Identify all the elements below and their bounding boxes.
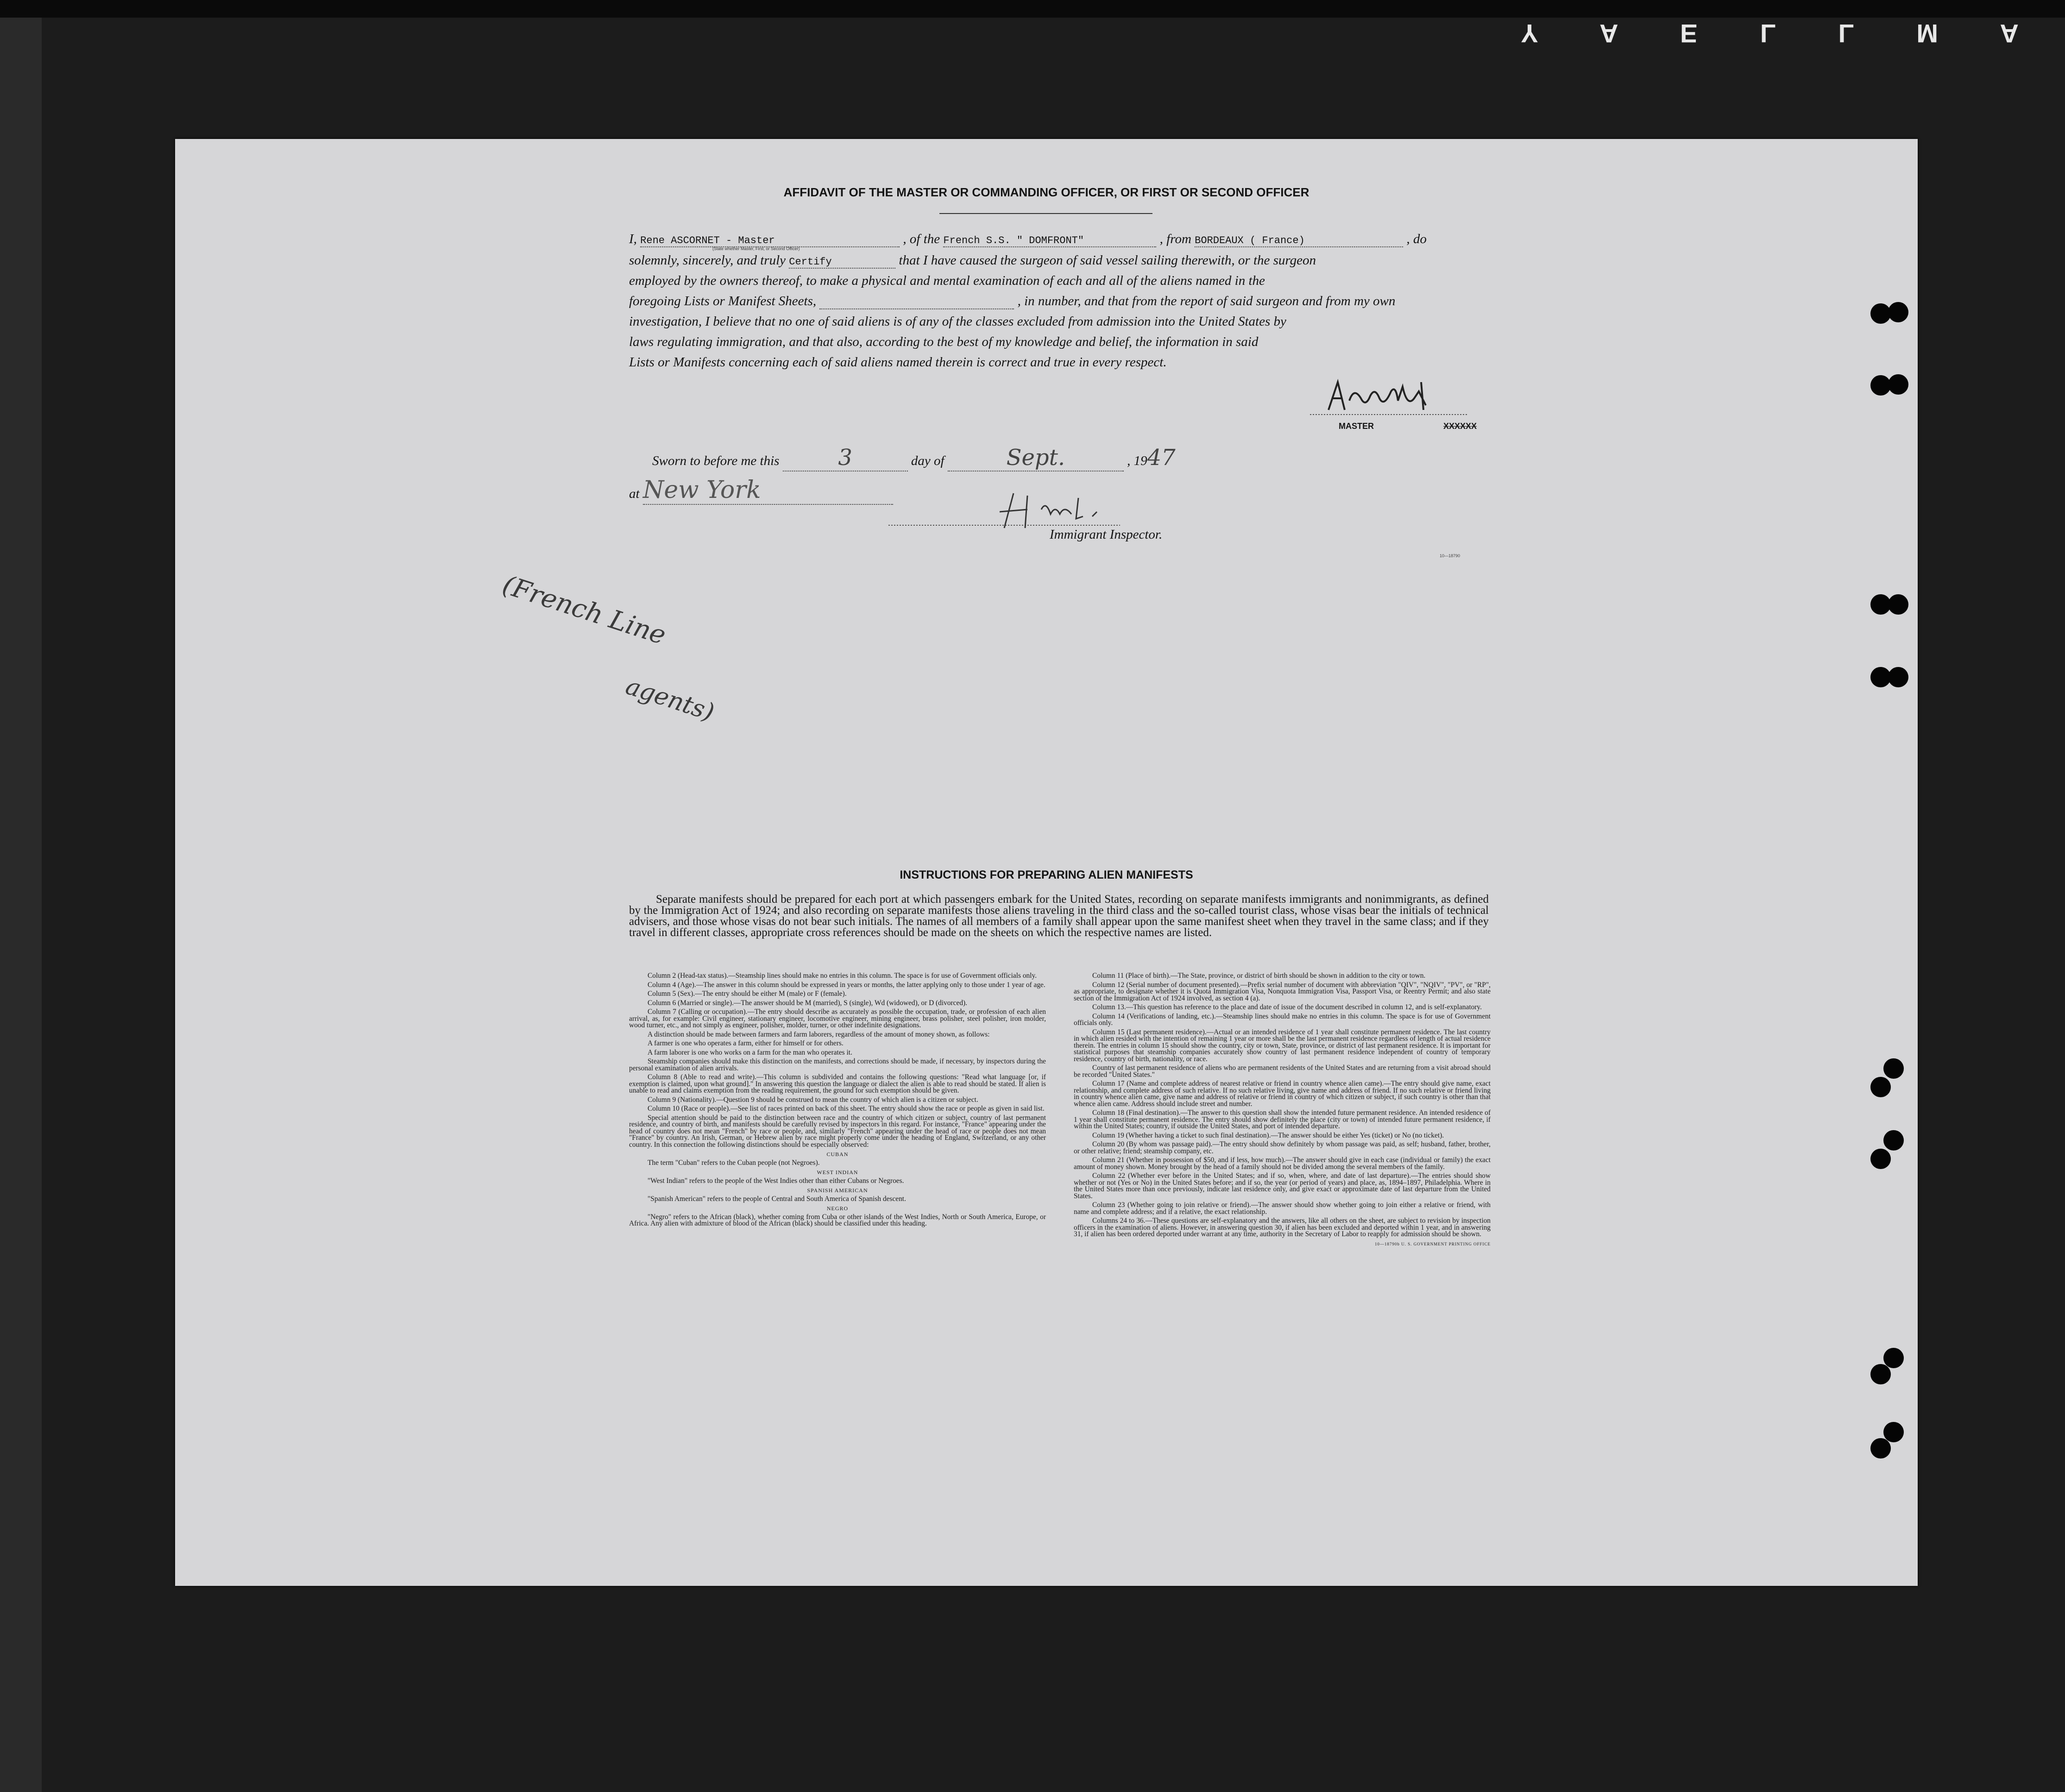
negro-heading: NEGRO bbox=[826, 1205, 849, 1212]
instruction-paragraph: Column 14 (Verifications of landing, etc.).—Steamship lines should make no entries in this column. The space is for use of Government officials only. bbox=[1074, 1012, 1491, 1027]
text-of-the: , of the bbox=[903, 232, 940, 246]
instruction-paragraph: Column 10 (Race or people).—See list of races printed on back of this sheet. The entry should show the race or people as given in said list. bbox=[648, 1105, 1045, 1113]
instructions-right-column bbox=[1074, 973, 1491, 1249]
punch-hole bbox=[1870, 1077, 1891, 1097]
spanish-american-heading: SPANISH AMERICAN bbox=[807, 1187, 868, 1194]
punch-hole bbox=[1870, 1438, 1891, 1459]
place-line bbox=[629, 476, 893, 505]
instructions-intro: Separate manifests should be prepared for each port at which passengers embark for the United States, recording on separate manifests immigrants and nonimmigrants, as defined by the Immigration Act of 1924; and also recording on separate manifests those aliens traveling in the third class and the so-called tourist class, whose visas bear the initials of technical advisers, and those whose visas do not bear such initials. The names of all members of a family shall appear upon the same manifest sheet when they travel in the same class; and if they travel in different classes, appropriate cross references should be made on the sheets on which the respective names are listed. bbox=[629, 893, 1489, 939]
text-do: , do bbox=[1406, 232, 1427, 246]
punch-hole bbox=[1888, 667, 1908, 687]
pencil-annotation-line-2: agents) bbox=[622, 672, 718, 727]
certify-field bbox=[789, 256, 895, 269]
instruction-paragraph: Column 15 (Last permanent residence).—Actual or an intended residence of 1 year shall constitute permanent residence. The last country in which alien resided with the intention of remaining 1 year or more shall be the last permanent residence regardless of length of actual residence therein. The entries in column 15 should show the country, city or town, State, province, or district of last permanent residence. It is important for statistical purposes that steamship companies accurately show country of last permanent residence independent of country of temporary residence, country of birth, nationality, or race. bbox=[1074, 1028, 1491, 1063]
place-name: New York bbox=[643, 476, 893, 505]
inspector-signature bbox=[888, 491, 1129, 533]
instruction-paragraph: Column 22 (Whether ever before in the United States; and if so, when, where, and date of last departure).—The entries should show whether or not (Yes or No) in the United States before; and if so, the year (or period of years) and place, as, 1894–1897, Philadelphia. Where in the United States more than once previously, indicate last residence only, and give exact or approximate date of last departure from the United States. bbox=[1074, 1172, 1491, 1200]
instruction-paragraph: Column 18 (Final destination).—The answer to this question shall show the intended future permanent residence. An intended residence of 1 year shall constitute permanent residence. The entry should show definitely the place (city or town) of intended future permanent residence, if within the United States; country, if outside the United States, and port of intended departure. bbox=[1074, 1109, 1491, 1130]
cuban-definition: The term "Cuban" refers to the Cuban people (not Negroes). bbox=[648, 1158, 820, 1167]
port-name: BORDEAUX ( France) bbox=[1195, 235, 1305, 246]
affidavit-line-1 bbox=[629, 232, 1427, 247]
affidavit-line-5: investigation, I believe that no one of said aliens is of any of the classes excluded from admission into the United States by bbox=[629, 314, 1286, 329]
instruction-paragraph: Column 2 (Head-tax status).—Steamship lines should make no entries in this column. The space is for use of Government officials only. bbox=[648, 972, 1037, 980]
printing-office-footer: 10—18790b U. S. GOVERNMENT PRINTING OFFICE bbox=[1374, 1241, 1491, 1246]
punch-hole bbox=[1888, 302, 1908, 322]
master-name-field bbox=[640, 235, 900, 247]
sworn-day: 3 bbox=[783, 445, 908, 472]
instruction-paragraph: Special attention should be paid to the distinction between race and the country of which citizen or subject, country of last permanent residence, and country of birth, and manifests should be carefully revised by inspectors in this regard. For instance, "France" appearing under the head of country does not mean "French" by race or people, and, similarly "French" appearing under the head of race or people does not mean "France" by country. An Irish, German, or Hebrew alien by race might properly come under the heading of England, Switzerland, or any other country. In this connection the following distinctions should be especially observed: bbox=[629, 1113, 1046, 1149]
punch-hole bbox=[1883, 1058, 1904, 1079]
affidavit-line-3: employed by the owners thereof, to make a physical and mental examination of each and all of the aliens named in the bbox=[629, 273, 1265, 288]
instruction-paragraph: Column 4 (Age).—The answer in this column should be expressed in years or months, the latter applying only to those under 1 year of age. bbox=[648, 981, 1045, 989]
affidavit-line-4 bbox=[629, 294, 1395, 309]
affidavit-line-2 bbox=[629, 253, 1316, 269]
pencil-annotation-line-1: (French Line bbox=[498, 570, 670, 651]
instruction-paragraph: Column 6 (Married or single).—The answer should be M (married), S (single), Wd (widowed), or D (divorced). bbox=[648, 999, 967, 1007]
spanish-american-definition: "Spanish American" refers to the people of Central and South America of Spanish descent. bbox=[648, 1195, 906, 1203]
text: day of bbox=[911, 453, 944, 468]
film-edge-code: Y A E L L M A bbox=[1521, 19, 2046, 48]
title-rule bbox=[939, 213, 1152, 214]
master-label: MASTER bbox=[1339, 421, 1374, 431]
instruction-paragraph: Column 11 (Place of birth).—The State, province, or district of birth should be shown in addition to the city or town. bbox=[1092, 972, 1426, 980]
instructions-title: INSTRUCTIONS FOR PREPARING ALIEN MANIFESTS bbox=[900, 868, 1193, 881]
text: Sworn to before me this bbox=[652, 453, 780, 468]
instruction-paragraph: Column 23 (Whether going to join relative or friend).—The answer should show whether going to join either a relative or friend, with name and complete address; and if a relative, the exact relationship. bbox=[1074, 1201, 1491, 1216]
negro-definition: "Negro" refers to the African (black), whether coming from Cuba or other islands of the West Indies, North or South America, Europe, or Africa. Any alien with admixture of blood of the African (black) should be classified under this heading. bbox=[629, 1213, 1046, 1227]
master-strikeout: XXXXXX bbox=[1443, 421, 1477, 431]
punch-hole bbox=[1870, 1149, 1891, 1169]
master-signature bbox=[1310, 373, 1467, 424]
instruction-paragraph: A farmer is one who operates a farm, either for himself or for others. bbox=[648, 1039, 844, 1047]
vessel-field bbox=[943, 235, 1156, 247]
punch-hole bbox=[1888, 374, 1908, 395]
document-page bbox=[175, 139, 1918, 1586]
instruction-paragraph: Country of last permanent residence of aliens who are permanent residents of the United States and are returning from a visit abroad should be recorded "United States." bbox=[1074, 1064, 1491, 1079]
instruction-paragraph: Columns 24 to 36.—These questions are self-explanatory and the answers, like all others on the sheet, are subject to revision by inspection officers in the examination of aliens. However, in answering question 30, if alien has been excluded and deported within 1 year, and in answering 31, if alien has been ordered deported under warrant at any time, authority in the Secretary of Labor to reapply for admission should be shown. bbox=[1074, 1217, 1491, 1238]
officer-note: (State whether Master, First, or Second Officer) bbox=[712, 246, 800, 251]
punch-hole bbox=[1888, 594, 1908, 615]
text: , in number, and that from the report of said surgeon and from my own bbox=[1017, 294, 1396, 308]
punch-hole bbox=[1870, 1364, 1891, 1384]
film-strip-top bbox=[0, 0, 2065, 18]
port-field bbox=[1195, 235, 1403, 247]
master-name: Rene ASCORNET - Master bbox=[640, 235, 775, 246]
punch-hole bbox=[1883, 1130, 1904, 1151]
text-i: I, bbox=[629, 232, 637, 246]
text: solemnly, sincerely, and truly bbox=[629, 253, 786, 268]
text-at: at bbox=[629, 486, 640, 501]
film-border-left bbox=[0, 18, 42, 1792]
form-code: 10—18790 bbox=[1440, 553, 1461, 558]
text-from: , from bbox=[1159, 232, 1191, 246]
instructions-left-column bbox=[629, 973, 1046, 1230]
affidavit-line-7: Lists or Manifests concerning each of said aliens named therein is correct and true in every respect. bbox=[629, 355, 1167, 370]
instruction-paragraph: Column 8 (Able to read and write).—This column is subdivided and contains the following questions: "Read what language [or, if exemption is claimed, upon what ground]." In answering this question the language or dialect the alien is able to read should be stated. If alien is unable to read and claims exemption from the reading requirement, the ground for such exemption should be given. bbox=[629, 1073, 1046, 1094]
instruction-paragraph: A distinction should be made between farmers and farm laborers, regardless of the amount of money shown, as follows: bbox=[648, 1030, 990, 1038]
instruction-paragraph: A farm laborer is one who works on a farm for the man who operates it. bbox=[648, 1048, 852, 1056]
punch-hole bbox=[1883, 1348, 1904, 1368]
text: foregoing Lists or Manifest Sheets, bbox=[629, 294, 817, 308]
sworn-line bbox=[652, 445, 1176, 472]
punch-hole bbox=[1883, 1422, 1904, 1442]
text: , 19 bbox=[1127, 453, 1147, 468]
certify-word: Certify bbox=[789, 256, 832, 268]
instruction-paragraph: Steamship companies should make this distinction on the manifests, and corrections should be made, if necessary, by inspectors during the personal examination of alien arrivals. bbox=[629, 1057, 1046, 1072]
instruction-paragraph: Column 20 (By whom was passage paid).—The entry should show definitely by whom passage was paid, as self; husband, father, brother, or other relative; friend; steamship company, etc. bbox=[1074, 1140, 1491, 1155]
sworn-year: 47 bbox=[1147, 445, 1176, 471]
inspector-label: Immigrant Inspector. bbox=[1050, 527, 1163, 542]
instruction-paragraph: Column 17 (Name and complete address of nearest relative or friend in country whence alien came).—The entry should give name, exact relationship, and complete address of such relative. If no such relative living, give name and address of friend. If no such relative or friend living in country whence alien came, give name and address of relative or friend in country of which citizen or subject, if such country is other than that whence alien came. Address should include street and number. bbox=[1074, 1080, 1491, 1108]
instruction-paragraph: Column 12 (Serial number of document presented).—Prefix serial number of document with abbreviation "QIV", "NQIV", "PV", or "RP", as appropriate, to designate whether it is Quota Immigration Visa, Nonquota Immigration Visa, Passport Visa, or Reentry Permit; and also state section of the Immigration Act of 1924 involved, as section 4 (a). bbox=[1074, 981, 1491, 1002]
cuban-heading: CUBAN bbox=[826, 1151, 849, 1157]
instruction-paragraph: Column 19 (Whether having a ticket to such final destination).—The answer should be either Yes (ticket) or No (no ticket). bbox=[1092, 1131, 1444, 1139]
instruction-paragraph: Column 21 (Whether in possession of $50, and if less, how much).—The answer should give in each case (individual or family) the exact amount of money shown. Money brought by the head of a family should not be divided among the several members of the family. bbox=[1074, 1156, 1491, 1171]
text: that I have caused the surgeon of said vessel sailing therewith, or the surgeon bbox=[899, 253, 1316, 268]
instruction-paragraph: Column 13.—This question has reference to the place and date of issue of the document described in column 12, and is self-explanatory. bbox=[1092, 1003, 1482, 1011]
number-field bbox=[819, 297, 1014, 309]
west-indian-definition: "West Indian" refers to the people of the West Indies other than either Cubans or Negroes. bbox=[648, 1176, 904, 1185]
affidavit-title: AFFIDAVIT OF THE MASTER OR COMMANDING OFFICER, OR FIRST OR SECOND OFFICER bbox=[783, 185, 1310, 199]
instruction-paragraph: Column 5 (Sex).—The entry should be either M (male) or F (female). bbox=[648, 990, 847, 998]
instruction-paragraph: Column 9 (Nationality).—Question 9 should be construed to mean the country of which alien is a citizen or subject. bbox=[648, 1095, 978, 1104]
sworn-month: Sept. bbox=[948, 445, 1124, 472]
west-indian-heading: WEST INDIAN bbox=[817, 1169, 858, 1176]
instruction-paragraph: Column 7 (Calling or occupation).—The entry should describe as accurately as possible the occupation, trade, or profession of each alien arrival, as, for example: Civil engineer, stationary engineer, locomotive engineer, mining engineer, brass polisher, steel polisher, iron molder, wood turner, etc., and not simply as engineer, polisher, molder, turner, or other indefinite designations. bbox=[629, 1008, 1046, 1029]
vessel-name: French S.S. " DOMFRONT" bbox=[943, 235, 1084, 246]
affidavit-line-6: laws regulating immigration, and that also, according to the best of my knowledge and belief, the information in said bbox=[629, 334, 1259, 349]
